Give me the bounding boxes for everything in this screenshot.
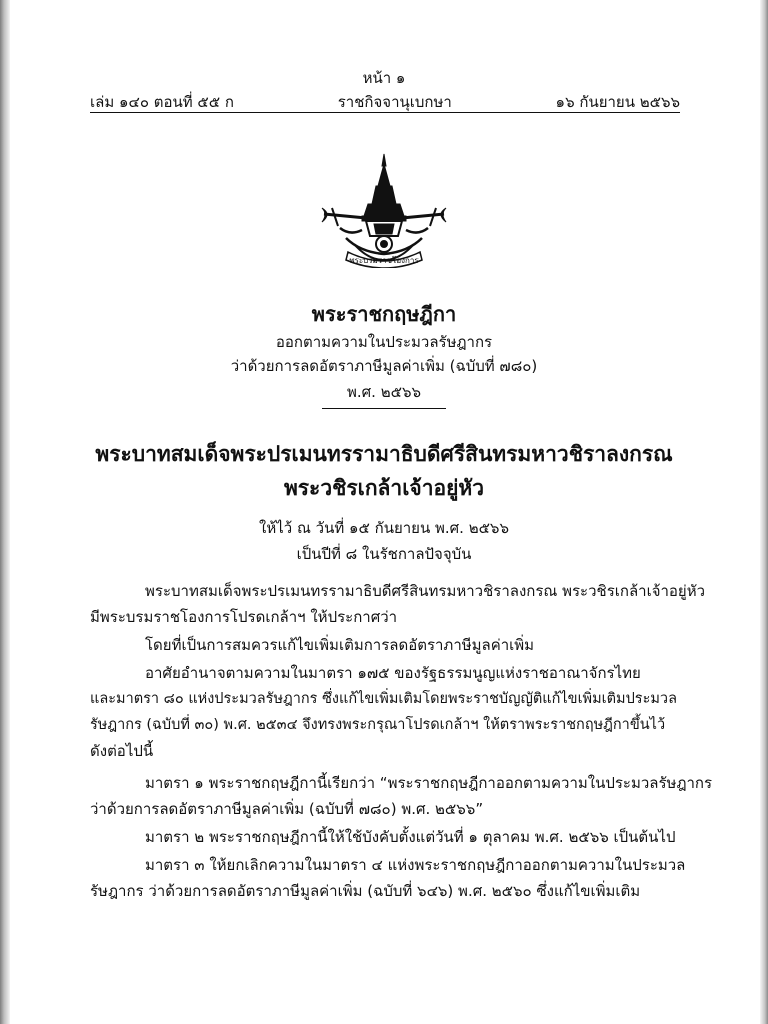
emblem-ribbon-text: พระบรมราชโองการ — [349, 256, 419, 265]
document-type: พระราชกฤษฎีกา — [311, 302, 457, 326]
given-date: ให้ไว้ ณ วันที่ ๑๕ กันยายน พ.ศ. ๒๕๖๖ — [259, 519, 509, 537]
body-paragraph-3-line-1: อาศัยอำนาจตามความในมาตรา ๑๗๕ ของรัฐธรรมนูญแห่งราชอาณาจักรไทย — [145, 664, 641, 682]
header-rule — [90, 112, 680, 113]
king-name-line-2: พระวชิรเกล้าเจ้าอยู่หัว — [283, 476, 485, 500]
title-rule — [322, 408, 446, 409]
section-1-line-1: มาตรา ๑ พระราชกฤษฎีกานี้เรียกว่า “พระราชกฤษฎีกาออกตามความในประมวลรัษฎากร — [145, 774, 713, 792]
publication-name: ราชกิจจานุเบกษา — [337, 93, 452, 111]
body-paragraph-1-line-1: พระบาทสมเด็จพระปรเมนทรรามาธิบดีศรีสินทรมหาวชิราลงกรณ พระวชิรเกล้าเจ้าอยู่หัว — [145, 582, 706, 600]
title-year: พ.ศ. ๒๕๖๖ — [347, 383, 421, 401]
section-3-line-1: มาตรา ๓ ให้ยกเลิกความในมาตรา ๔ แห่งพระราชกฤษฎีกาออกตามความในประมวล — [145, 856, 686, 874]
page-number: หน้า ๑ — [362, 69, 406, 87]
right-page-edge — [760, 0, 768, 1024]
reign-year: เป็นปีที่ ๘ ในรัชกาลปัจจุบัน — [296, 545, 472, 563]
body-paragraph-1-line-2: มีพระบรมราชโองการโปรดเกล้าฯ ให้ประกาศว่า — [90, 608, 398, 626]
body-paragraph-2-line-1: โดยที่เป็นการสมควรแก้ไขเพิ่มเติมการลดอัตราภาษีมูลค่าเพิ่ม — [145, 636, 535, 654]
running-header — [90, 90, 680, 114]
volume-issue: เล่ม ๑๔๐ ตอนที่ ๕๕ ก — [90, 93, 234, 111]
title-line-1: ออกตามความในประมวลรัษฎากร — [275, 333, 493, 351]
section-1-line-2: ว่าด้วยการลดอัตราภาษีมูลค่าเพิ่ม (ฉบับที่ ๗๘๐) พ.ศ. ๒๕๖๖” — [90, 800, 484, 818]
body-paragraph-3-line-3: รัษฎากร (ฉบับที่ ๓๐) พ.ศ. ๒๕๓๔ จึงทรงพระกรุณาโปรดเกล้าฯ ให้ตราพระราชกฤษฎีกาขึ้นไว้ — [90, 717, 666, 733]
royal-emblem-icon — [318, 152, 450, 268]
king-name-line-1: พระบาทสมเด็จพระปรเมนทรรามาธิบดีศรีสินทรมหาวชิราลงกรณ — [95, 442, 673, 466]
left-page-edge — [0, 0, 10, 1024]
section-3-line-2: รัษฎากร ว่าด้วยการลดอัตราภาษีมูลค่าเพิ่ม (ฉบับที่ ๖๔๖) พ.ศ. ๒๕๖๐ ซึ่งแก้ไขเพิ่มเติม — [90, 882, 641, 900]
publication-date: ๑๖ กันยายน ๒๕๖๖ — [555, 93, 680, 111]
title-line-2: ว่าด้วยการลดอัตราภาษีมูลค่าเพิ่ม (ฉบับที่ ๗๘๐) — [230, 357, 538, 375]
section-2-line-1: มาตรา ๒ พระราชกฤษฎีกานี้ให้ใช้บังคับตั้งแต่วันที่ ๑ ตุลาคม พ.ศ. ๒๕๖๖ เป็นต้นไป — [145, 828, 676, 846]
body-paragraph-3-line-2: และมาตรา ๘๐ แห่งประมวลรัษฎากร ซึ่งแก้ไขเพิ่มเติมโดยพระราชบัญญัติแก้ไขเพิ่มเติมประมวล — [90, 691, 677, 707]
body-paragraph-3-line-4: ดังต่อไปนี้ — [90, 742, 154, 760]
